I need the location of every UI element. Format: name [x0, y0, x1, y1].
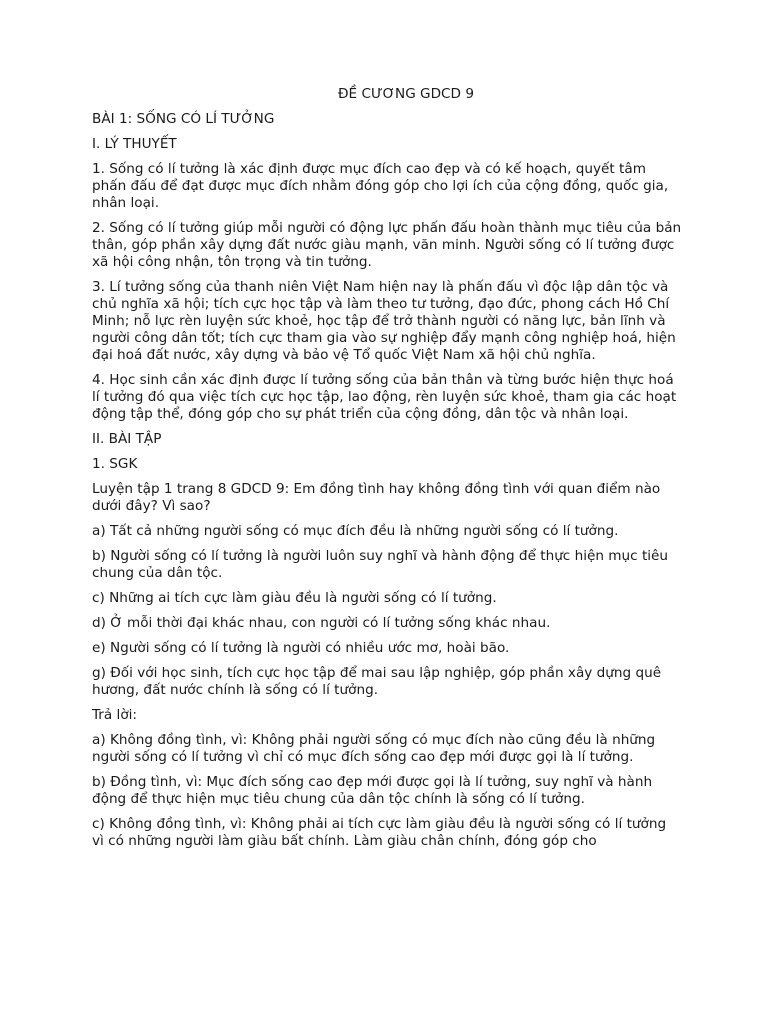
theory-paragraph-4: 4. Học sinh cần xác định được lí tưởng sống của bản thân và từng bước hiện thực hoá lí tưởng đó qua việc tích cực học tập, lao động, rèn luyện sức khoẻ, tham gia các hoạt động tập thể, đóng góp cho sự phát triển của cộng đồng, dân tộc và nhân loại.	[92, 372, 677, 422]
lesson-heading: BÀI 1: SỐNG CÓ LÍ TƯỞNG	[92, 111, 275, 127]
answer-a: a) Không đồng tình, vì: Không phải người sống có mục đích nào cũng đều là những người sống có lí tưởng vì chỉ có mục đích sống cao đẹp mới được gọi là lí tưởng.	[92, 732, 656, 765]
option-b: b) Người sống có lí tưởng là người luôn suy nghĩ và hành động để thực hiện mục tiêu chung của dân tộc.	[92, 548, 669, 581]
theory-heading: I. LÝ THUYẾT	[92, 136, 177, 152]
theory-paragraph-1: 1. Sống có lí tưởng là xác định được mục đích cao đẹp và có kế hoạch, quyết tâm phấn đấu để đạt được mục đích nhằm đóng góp cho lợi ích của cộng đồng, quốc gia, nhân loại.	[92, 161, 669, 211]
theory-paragraph-2: 2. Sống có lí tưởng giúp mỗi người có động lực phấn đấu hoàn thành mục tiêu của bản thân, góp phần xây dựng đất nước giàu mạnh, văn minh. Người sống có lí tưởng được xã hội công nhận, tôn trọng và tin tưởng.	[92, 220, 682, 270]
option-g: g) Đối với học sinh, tích cực học tập để mai sau lập nghiệp, góp phần xây dựng quê hương, đất nước chính là sống có lí tưởng.	[92, 665, 662, 698]
option-d: d) Ở mỗi thời đại khác nhau, con người có lí tưởng sống khác nhau.	[92, 615, 551, 631]
option-e: e) Người sống có lí tưởng là người có nhiều ước mơ, hoài bão.	[92, 640, 510, 656]
document-page	[92, 86, 682, 858]
sgk-heading: 1. SGK	[92, 456, 138, 472]
option-c: c) Những ai tích cực làm giàu đều là người sống có lí tưởng.	[92, 590, 497, 606]
theory-paragraph-3: 3. Lí tưởng sống của thanh niên Việt Nam hiện nay là phấn đấu vì độc lập dân tộc và chủ nghĩa xã hội; tích cực học tập và làm theo tư tưởng, đạo đức, phong cách Hồ Chí Minh; nỗ lực rèn luyện sức khoẻ, học tập để trở thành người có năng lực, bản lĩnh và người công dân tốt; tích cực tham gia vào sự nghiệp đẩy mạnh công nghiệp hoá, hiện đại hoá đất nước, xây dựng và bảo vệ Tổ quốc Việt Nam xã hội chủ nghĩa.	[92, 279, 676, 363]
question-text: Luyện tập 1 trang 8 GDCD 9: Em đồng tình hay không đồng tình với quan điểm nào dưới đây? Vì sao?	[92, 481, 661, 514]
option-a: a) Tất cả những người sống có mục đích đều là những người sống có lí tưởng.	[92, 523, 619, 539]
answer-c: c) Không đồng tình, vì: Không phải ai tích cực làm giàu đều là người sống có lí tưởng vì có những người làm giàu bất chính. Làm giàu chân chính, đóng góp cho	[92, 816, 667, 849]
document-title: ĐỀ CƯƠNG GDCD 9	[338, 86, 474, 102]
exercise-heading: II. BÀI TẬP	[92, 431, 162, 447]
answer-b: b) Đồng tình, vì: Mục đích sống cao đẹp mới được gọi là lí tưởng, suy nghĩ và hành động để thực hiện mục tiêu chung của dân tộc chính là sống có lí tưởng.	[92, 774, 653, 807]
answer-heading: Trả lời:	[92, 707, 137, 723]
